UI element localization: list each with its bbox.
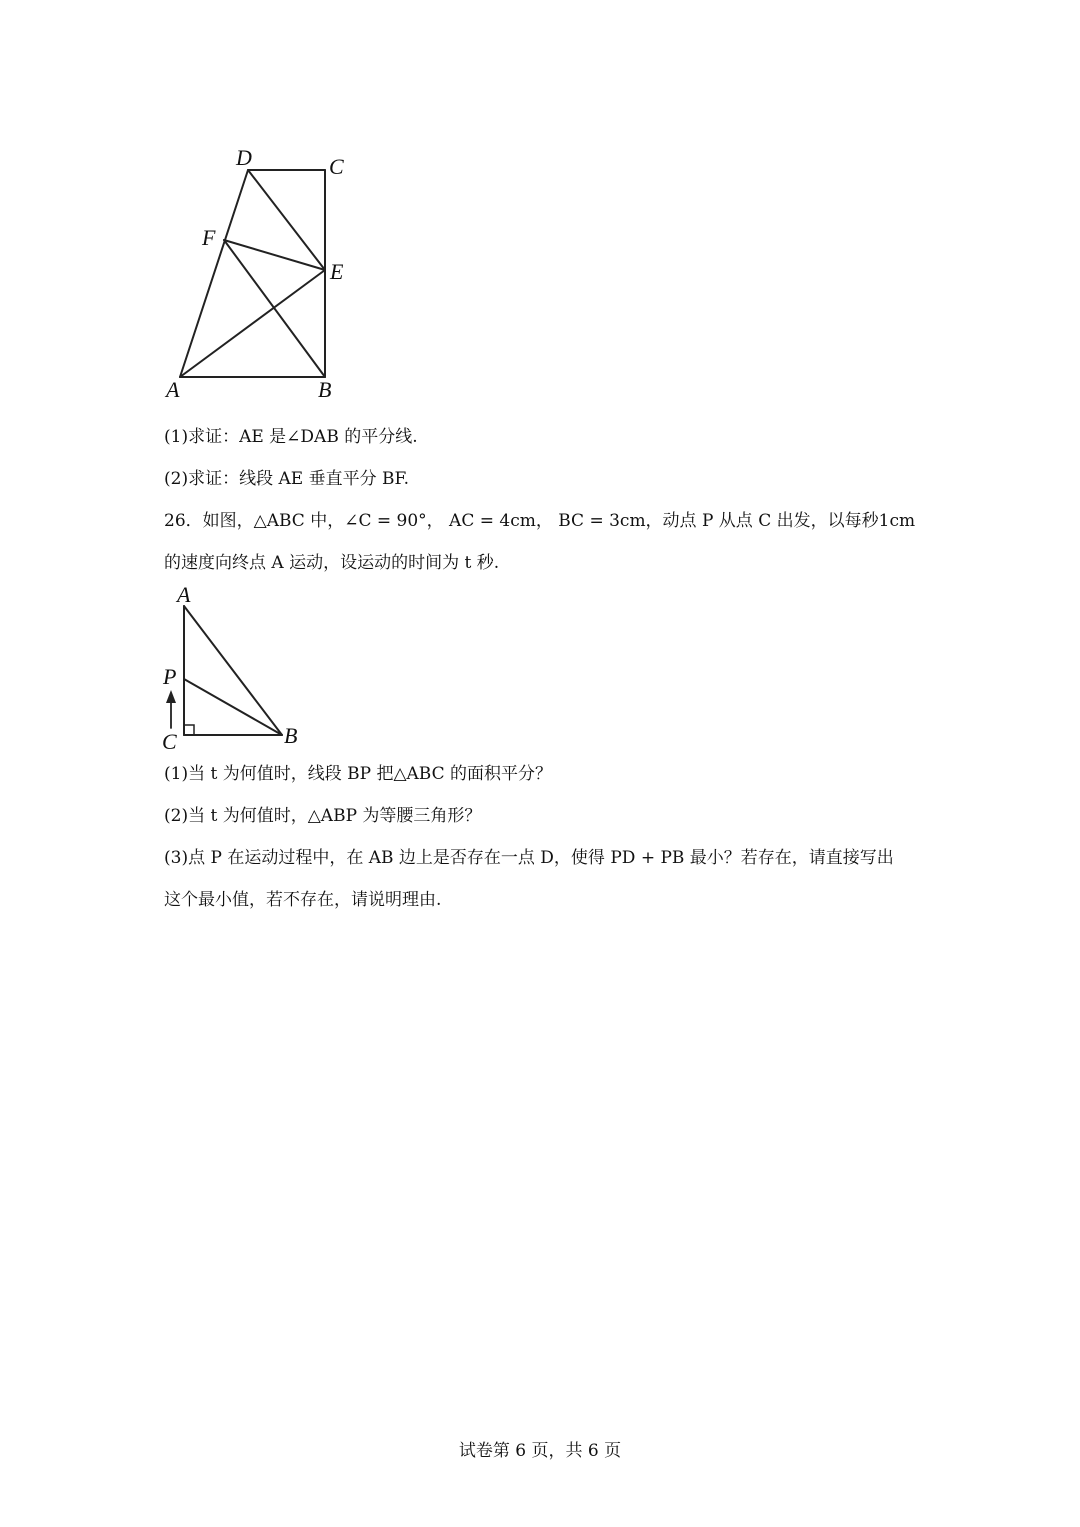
label-b: B (318, 377, 332, 402)
figure-right-triangle (155, 580, 315, 755)
q25-part2: (2)求证：线段 AE 垂直平分 BF. (164, 469, 410, 489)
label-e: E (330, 259, 344, 284)
q26-part3-line2: 这个最小值，若不存在，请说明理由. (164, 890, 442, 910)
label-c: C (329, 154, 344, 179)
q26-part2: (2)当 t 为何值时，△ABP 为等腰三角形？ (164, 806, 482, 826)
label-d: D (236, 145, 252, 170)
segment-fe (224, 240, 325, 270)
q26-stem-line1: 26．如图，△ABC 中，∠C = 90°， AC = 4cm， BC = 3cm，动点 P 从点 C 出发，以每秒1cm (164, 511, 916, 531)
segment-ae (180, 270, 325, 377)
segment-pb (184, 679, 282, 735)
q26-stem-line2: 的速度向终点 A 运动，设运动的时间为 t 秒. (164, 553, 500, 573)
q25-part1: (1)求证：AE 是∠DAB 的平分线. (164, 427, 418, 447)
q26-part3-line1: (3)点 P 在运动过程中，在 AB 边上是否存在一点 D，使得 PD + PB 最小？若存在，请直接写出 (164, 848, 894, 868)
label-a: A (177, 582, 191, 607)
segment-ab (184, 606, 282, 735)
segment-da (180, 170, 248, 377)
right-angle-mark (184, 725, 194, 735)
motion-arrow-head (166, 690, 176, 703)
segment-fb (224, 240, 325, 377)
label-f: F (202, 225, 216, 250)
segment-de (248, 170, 325, 270)
q26-part1: (1)当 t 为何值时，线段 BP 把△ABC 的面积平分？ (164, 764, 553, 784)
label-c: C (162, 729, 177, 754)
label-p: P (163, 664, 177, 689)
label-b: B (284, 723, 298, 748)
label-a: A (166, 377, 180, 402)
figure-quadrilateral (160, 140, 380, 405)
page-footer: 试卷第 6 页，共 6 页 (458, 1441, 622, 1461)
